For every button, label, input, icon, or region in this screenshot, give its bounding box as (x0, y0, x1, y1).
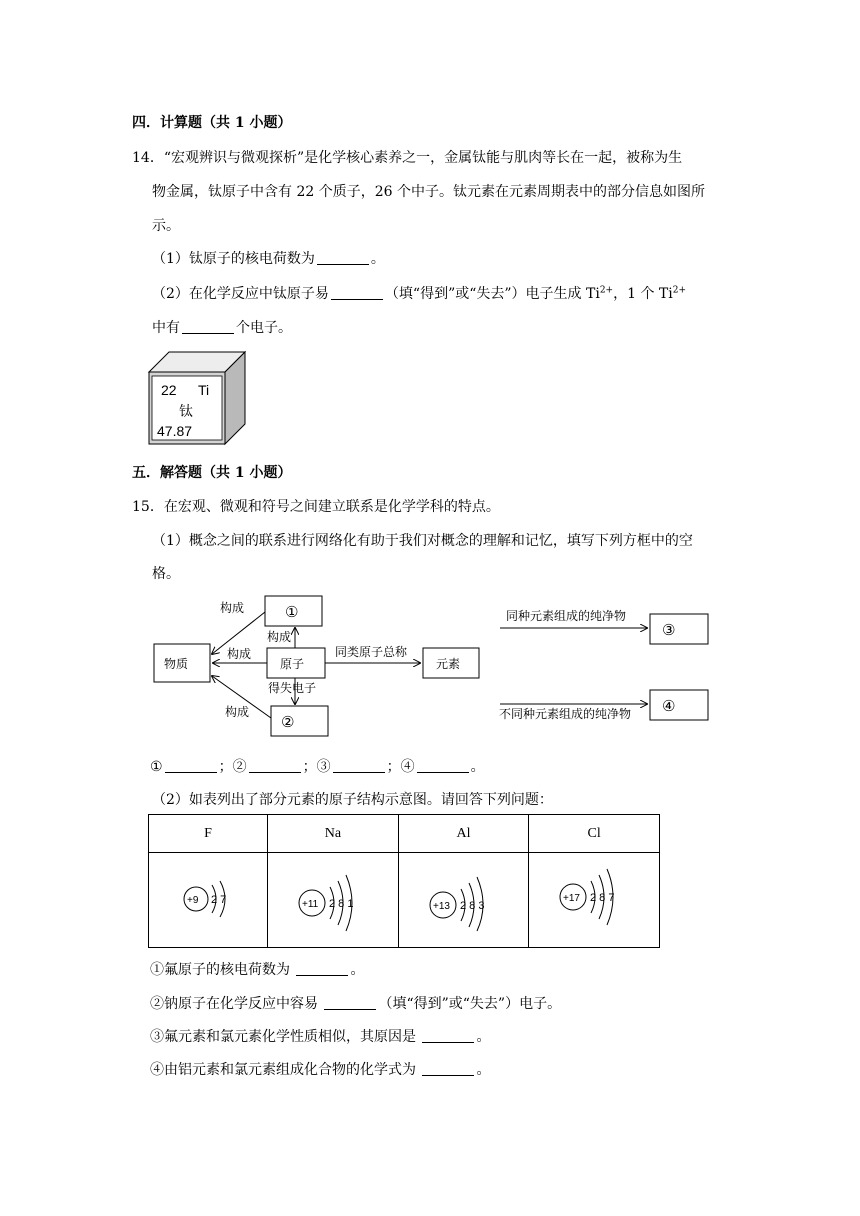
table-header-row (149, 815, 660, 853)
compose-label: 构成 (267, 630, 292, 644)
element-label: 元素 (436, 657, 461, 671)
separator: ； (386, 759, 401, 775)
q15-sub3 (150, 1026, 490, 1046)
table-row (149, 853, 660, 948)
element-symbol: Ti (198, 382, 210, 398)
answer-blank[interactable] (331, 285, 383, 300)
atom-label: 原子 (280, 657, 305, 671)
q15-sub3-text: ③氟元素和氯元素化学性质相似，其原因是 (150, 1029, 421, 1045)
electron-shells: 2 8 1 (328, 897, 354, 910)
period: 。 (370, 251, 385, 267)
q15-part1-line2: 格。 (152, 566, 180, 582)
period: 。 (470, 759, 485, 775)
answer-blank[interactable] (165, 758, 217, 773)
electron-shells: 2 7 (211, 893, 227, 906)
box2-marker: ② (281, 713, 295, 731)
substance-label: 物质 (164, 657, 189, 671)
ion-charge: 2+ (672, 285, 687, 296)
answer-blank[interactable] (182, 319, 234, 334)
nucleus-charge: +9 (187, 894, 199, 906)
period: 。 (476, 1029, 491, 1045)
q15-line1: 15．在宏观、微观和符号之间建立联系是化学学科的特点。 (132, 499, 500, 515)
atom-structure-table (148, 814, 660, 948)
answer-blank[interactable] (324, 995, 376, 1010)
q15-sub1-text: ①氟原子的核电荷数为 (150, 962, 295, 978)
q15-sub2-text-b: （填“得到”或“失去”）电子。 (378, 996, 562, 1012)
box1-marker: ① (285, 603, 299, 621)
q14-part3 (152, 317, 292, 337)
q15-sub4-text: ④由铝元素和氯元素组成化合物的化学式为 (150, 1062, 421, 1078)
separator: ； (302, 759, 317, 775)
blank-box-4[interactable] (650, 690, 708, 720)
titanium-element-tile (145, 350, 249, 446)
q15-part2-text: （2）如表列出了部分元素的原子结构示意图。请回答下列问题： (152, 792, 553, 808)
q15-sub2-text-a: ②钠原子在化学反应中容易 (150, 996, 323, 1012)
electron-shells: 2 8 3 (459, 899, 484, 912)
gain-lose-electron-label: 得失电子 (268, 681, 317, 695)
table-header-cell: Na (268, 815, 399, 853)
atom-diagram-cell (529, 853, 660, 948)
compose-label: 构成 (227, 647, 252, 661)
ion-charge: 2+ (599, 285, 614, 296)
blank-number-4: ④ (400, 759, 415, 775)
answer-blank[interactable] (249, 758, 301, 773)
answer-blank[interactable] (296, 961, 348, 976)
table-header-cell: Cl (529, 815, 660, 853)
sodium-atom-diagram (278, 863, 388, 933)
electron-shells: 2 8 7 (590, 891, 615, 904)
blank-number-3: ③ (316, 759, 331, 775)
blank-box-3[interactable] (650, 614, 708, 644)
box4-marker: ④ (662, 697, 676, 715)
blank-box-2[interactable] (271, 706, 328, 736)
atomic-number: 22 (161, 382, 177, 398)
q14-part2-text-b: （填“得到”或“失去”）电子生成 Ti (384, 286, 600, 302)
answer-blank[interactable] (317, 250, 369, 265)
answer-blank[interactable] (417, 758, 469, 773)
compose-label: 构成 (220, 601, 245, 615)
table-header-cell: Al (398, 815, 529, 853)
q15-blank-row (150, 756, 485, 776)
q14-line1: 14．“宏观辨识与微观探析”是化学核心素养之一，金属钛能与肌肉等长在一起，被称为生 (132, 150, 683, 166)
section4-heading: 四．计算题（共 1 小题） (132, 115, 292, 131)
q14-part2 (152, 283, 686, 303)
atom-diagram-cell (268, 853, 399, 948)
nucleus-charge: +11 (301, 898, 319, 910)
answer-blank[interactable] (333, 758, 385, 773)
q14-line2: 物金属，钛原子中含有 22 个质子，26 个中子。钛元素在元素周期表中的部分信息如图所 (152, 184, 705, 200)
fluorine-atom-diagram (158, 863, 258, 933)
period: 。 (476, 1062, 491, 1078)
answer-blank[interactable] (422, 1028, 474, 1043)
nucleus-charge: +13 (432, 900, 450, 912)
q14-part3-text-b: 个电子。 (236, 320, 292, 336)
table-header-cell: F (149, 815, 268, 853)
atom-diagram-cell (149, 853, 268, 948)
nucleus-charge: +17 (563, 892, 581, 904)
atomic-mass: 47.87 (157, 423, 193, 439)
section5-heading: 五．解答题（共 1 小题） (132, 465, 292, 481)
period: 。 (350, 962, 365, 978)
q14-part2-text-a: （2）在化学反应中钛原子易 (152, 286, 329, 302)
compose-label: 构成 (225, 705, 250, 719)
chlorine-atom-diagram (539, 863, 649, 933)
element-name: 钛 (179, 404, 193, 420)
same-type-atoms-label: 同类原子总称 (335, 645, 408, 659)
q15-sub2 (150, 993, 561, 1013)
box3-marker: ③ (662, 621, 676, 639)
blank-number-1: ① (150, 759, 163, 775)
q15-sub1 (150, 959, 364, 979)
blank-number-2: ② (232, 759, 247, 775)
aluminum-atom-diagram (409, 863, 519, 933)
q14-part1 (152, 248, 385, 268)
separator: ； (218, 759, 233, 775)
q14-line3: 示。 (152, 218, 180, 234)
q14-part2-text-c: ，1 个 Ti (613, 286, 673, 302)
atom-diagram-cell (398, 853, 529, 948)
pure-different-element-label: 不同种元素组成的纯净物 (499, 707, 632, 721)
pure-same-element-label: 同种元素组成的纯净物 (506, 609, 627, 623)
q14-part1-text: （1）钛原子的核电荷数为 (152, 251, 315, 267)
q15-sub4 (150, 1059, 490, 1079)
q15-part1-line1: （1）概念之间的联系进行网络化有助于我们对概念的理解和记忆，填写下列方框中的空 (152, 533, 693, 549)
q14-part3-text-a: 中有 (152, 320, 180, 336)
answer-blank[interactable] (422, 1061, 474, 1076)
concept-map-diagram (150, 592, 720, 742)
